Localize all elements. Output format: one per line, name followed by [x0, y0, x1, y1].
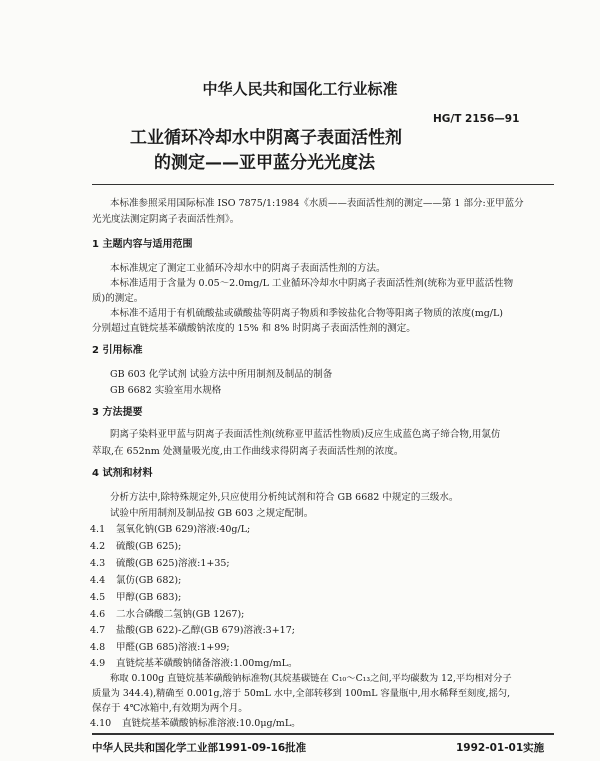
list-item-number: 4.5	[90, 592, 106, 603]
list-item-number: 4.4	[90, 575, 106, 586]
item-4-9-detail-line1: 称取 0.100g 直链烷基苯磺酸钠标准物(其烷基碳链在 C₁₀～C₁₃之间,平均碳数为 12,平均相对分子	[110, 673, 512, 684]
list-item-text: 硫酸(GB 625);	[116, 541, 182, 552]
section-1-heading: 1 主题内容与适用范围	[92, 239, 193, 250]
list-item-number: 4.8	[90, 642, 106, 653]
section-1-paragraph-1: 本标准规定了测定工业循环冷却水中的阴离子表面活性剂的方法。	[110, 263, 386, 274]
list-item-text: 甲醛(GB 685)溶液:1+99;	[116, 642, 230, 653]
reference-gb6682: GB 6682 实验室用水规格	[110, 385, 222, 396]
approval-line: 中华人民共和国化学工业部1991-09-16批准	[92, 742, 307, 754]
section-1-paragraph-2b: 质)的测定。	[92, 293, 144, 304]
document-title-line2: 的测定——亚甲蓝分光光度法	[154, 153, 375, 173]
section-1-paragraph-3b: 分别超过直链烷基苯磺酸钠浓度的 15% 和 8% 时阴离子表面活性剂的测定。	[92, 323, 416, 334]
item-4-9-detail-line2: 质量为 344.4),精确至 0.001g,溶于 50mL 水中,全部转移到 100mL 容量瓶中,用水稀释至刻度,摇匀,	[92, 688, 511, 699]
standard-number: HG/T 2156—91	[433, 113, 520, 125]
list-item-text: 氯仿(GB 682);	[116, 575, 182, 586]
section-2-heading: 2 引用标准	[92, 345, 143, 356]
intro-line2: 光光度法测定阴离子表面活性剂》。	[92, 214, 240, 225]
header-divider	[92, 184, 554, 185]
list-item-number: 4.9	[90, 658, 106, 669]
list-item-number: 4.1	[90, 524, 106, 535]
footer-divider	[92, 733, 554, 735]
list-item-number: 4.3	[90, 558, 106, 569]
section-3-line1: 阴离子染料亚甲蓝与阴离子表面活性剂(统称亚甲蓝活性物质)反应生成蓝色离子缔合物,用氯仿	[110, 429, 501, 440]
item-4-9-detail-line3: 保存于 4℃冰箱中,有效期为两个月。	[92, 703, 248, 714]
document-title-line1: 工业循环冷却水中阴离子表面活性剂	[130, 128, 402, 148]
issuing-authority: 中华人民共和国化工行业标准	[202, 80, 398, 98]
section-3-line2: 萃取,在 652nm 处测量吸光度,由工作曲线求得阴离子表面活性剂的浓度。	[92, 446, 404, 457]
list-item-text: 直链烷基苯磺酸钠标准溶液:10.0μg/mL。	[122, 718, 301, 729]
section-1-paragraph-2a: 本标准适用于含量为 0.05～2.0mg/L 工业循环冷却水中阴离子表面活性剂(统称为亚甲蓝活性物	[110, 278, 514, 289]
effective-date: 1992-01-01实施	[456, 742, 545, 754]
intro-line1: 本标准参照采用国际标准 ISO 7875/1:1984《水质——表面活性剂的测定——第 1 部分:亚甲蓝分	[110, 198, 524, 209]
list-item-number: 4.7	[90, 625, 106, 636]
list-item-text: 氢氧化钠(GB 629)溶液:40g/L;	[116, 524, 251, 535]
reference-gb603: GB 603 化学试剂 试验方法中所用制剂及制品的制备	[110, 369, 333, 380]
list-item-text: 甲醇(GB 683);	[116, 592, 182, 603]
list-item-text: 盐酸(GB 622)-乙醇(GB 679)溶液:3+17;	[116, 625, 295, 636]
section-4-heading: 4 试剂和材料	[92, 468, 153, 479]
list-item-number: 4.10	[90, 718, 112, 729]
section-1-paragraph-3a: 本标准不适用于有机硫酸盐或磺酸盐等阴离子物质和季铵盐化合物等阳离子物质的浓度(mg/L)	[110, 308, 504, 319]
section-3-heading: 3 方法提要	[92, 407, 143, 418]
section-4-paragraph-2: 试验中所用制剂及制品按 GB 603 之规定配制。	[110, 508, 314, 519]
section-4-paragraph-1: 分析方法中,除特殊规定外,只应使用分析纯试剂和符合 GB 6682 中规定的三级水。	[110, 492, 459, 503]
list-item-text: 二水合磷酸二氢钠(GB 1267);	[116, 609, 245, 620]
list-item-text: 直链烷基苯磺酸钠储备溶液:1.00mg/mL。	[116, 658, 298, 669]
list-item-text: 硫酸(GB 625)溶液:1+35;	[116, 558, 230, 569]
list-item-number: 4.6	[90, 609, 106, 620]
list-item-number: 4.2	[90, 541, 106, 552]
